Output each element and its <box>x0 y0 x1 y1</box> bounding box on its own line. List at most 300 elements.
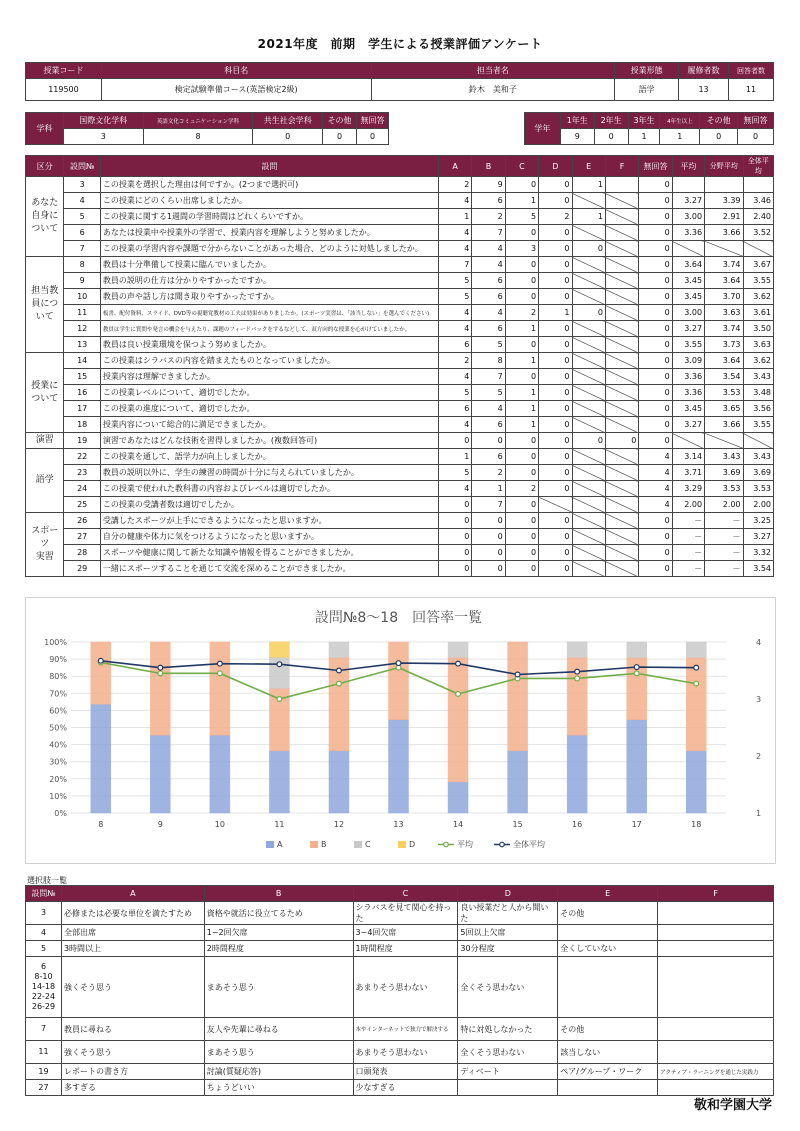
grade-header-na: 無回答 <box>738 113 774 129</box>
question-table <box>25 155 774 577</box>
answer-cell-c: 1 <box>505 193 538 209</box>
question-number: 6 <box>64 225 100 241</box>
course-info-table <box>25 62 774 101</box>
answer-cell-d: 0 <box>539 273 572 289</box>
legend-marker <box>500 842 505 847</box>
answer-cell-avg: 3.45 <box>672 289 704 305</box>
answer-cell-a: 4 <box>438 481 471 497</box>
answer-cell-all <box>743 433 773 449</box>
answer-cell-d: 0 <box>539 401 572 417</box>
answer-cell-c: 0 <box>505 497 538 513</box>
answer-cell-c: 1 <box>505 321 538 337</box>
answer-cell-f <box>605 321 638 337</box>
question-col-header: 平均 <box>672 156 704 177</box>
choice-option-d: ディベート <box>458 1064 558 1080</box>
answer-cell-d: 0 <box>539 321 572 337</box>
answer-cell-b: 4 <box>472 305 505 321</box>
question-col-header: D <box>539 156 572 177</box>
question-row <box>26 257 774 273</box>
question-text: 教員の声や話し方は聞き取りやすかったですか。 <box>100 289 438 305</box>
answer-cell-f <box>605 545 638 561</box>
answer-cell-field: 3.53 <box>705 385 743 401</box>
answer-cell-field: 3.53 <box>705 481 743 497</box>
answer-cell-e <box>572 465 605 481</box>
dept-header-other: その他 <box>323 113 357 129</box>
question-number: 9 <box>64 273 100 289</box>
question-number: 29 <box>64 561 100 577</box>
answer-cell-na: 0 <box>639 417 672 433</box>
bar-segment-B <box>508 642 528 751</box>
choice-option-b: 1~2回欠席 <box>204 925 353 941</box>
question-number: 28 <box>64 545 100 561</box>
answer-cell-e <box>572 449 605 465</box>
question-col-header: 全体平均 <box>743 156 773 177</box>
choice-option-a: レポートの書き方 <box>61 1064 204 1080</box>
answer-cell-all: 2.00 <box>743 497 773 513</box>
question-number: 5 <box>64 209 100 225</box>
choice-row <box>26 1064 774 1080</box>
answer-cell-b: 9 <box>472 177 505 193</box>
answer-cell-field: － <box>705 529 743 545</box>
question-col-header: C <box>505 156 538 177</box>
answer-cell-field: 3.66 <box>705 225 743 241</box>
question-number: 7 <box>64 241 100 257</box>
choice-option-d: 全くそう思わない <box>458 957 558 1018</box>
choice-option-e: その他 <box>558 902 658 925</box>
question-number: 10 <box>64 289 100 305</box>
answer-cell-f <box>605 257 638 273</box>
category-text: 語学 <box>35 475 54 485</box>
question-col-header: 区分 <box>26 156 64 177</box>
bar-segment-D <box>269 642 289 658</box>
answer-cell-d <box>539 497 572 513</box>
choice-option-e <box>558 1080 658 1096</box>
choice-option-d: 5回以上欠席 <box>458 925 558 941</box>
choice-row <box>26 1018 774 1041</box>
answer-cell-field: － <box>705 561 743 577</box>
line-point <box>158 671 163 676</box>
answer-cell-na: 0 <box>639 289 672 305</box>
category-label <box>26 177 64 257</box>
legend-label: C <box>365 840 371 849</box>
answer-cell-c: 1 <box>505 353 538 369</box>
answer-cell-e: 0 <box>572 433 605 449</box>
choice-question-number: 5 <box>26 941 62 957</box>
answer-cell-b: 6 <box>472 289 505 305</box>
question-number: 11 <box>64 305 100 321</box>
answer-cell-c: 0 <box>505 225 538 241</box>
question-row <box>26 385 774 401</box>
answer-cell-field: 2.91 <box>705 209 743 225</box>
question-col-header: F <box>605 156 638 177</box>
answer-cell-all: 3.63 <box>743 337 773 353</box>
answer-cell-avg: 3.36 <box>672 225 704 241</box>
choice-option-a: 多すぎる <box>61 1080 204 1096</box>
question-text: この授業を選択した理由は何ですか。(2つまで選択可) <box>100 177 438 193</box>
bar-segment-B <box>686 658 706 751</box>
answer-cell-a: 4 <box>438 193 471 209</box>
line-point <box>277 697 282 702</box>
dept-header-intl: 国際文化学科 <box>63 113 143 129</box>
answer-cell-na: 4 <box>639 449 672 465</box>
answer-cell-avg: 3.14 <box>672 449 704 465</box>
answer-cell-na: 0 <box>639 401 672 417</box>
answer-cell-f <box>605 497 638 513</box>
answer-cell-b: 6 <box>472 449 505 465</box>
answer-cell-all: 3.50 <box>743 321 773 337</box>
y-tick-label: 90% <box>49 655 67 665</box>
answer-cell-d: 0 <box>539 449 572 465</box>
question-text: 自分の健康や体力に気をつけるようになったと思いますか。 <box>100 529 438 545</box>
bar-segment-A <box>508 751 528 813</box>
answer-cell-a: 4 <box>438 241 471 257</box>
y-tick-label: 20% <box>49 774 67 784</box>
answer-cell-f <box>605 353 638 369</box>
answer-cell-a: 4 <box>438 369 471 385</box>
answer-cell-b: 0 <box>472 433 505 449</box>
answer-cell-na: 0 <box>639 193 672 209</box>
answer-cell-d: 0 <box>539 241 572 257</box>
answer-cell-avg <box>672 177 704 193</box>
y-tick-label: 70% <box>49 689 67 699</box>
answer-cell-field <box>705 241 743 257</box>
choice-option-c: 少なすぎる <box>353 1080 458 1096</box>
enrolled-count: 13 <box>679 79 729 101</box>
answer-cell-d: 0 <box>539 433 572 449</box>
category-label <box>26 257 64 353</box>
question-row <box>26 417 774 433</box>
category-label <box>26 353 64 433</box>
choices-col-header: A <box>61 886 204 902</box>
question-number: 12 <box>64 321 100 337</box>
x-tick-label: 12 <box>333 820 345 829</box>
choice-option-f <box>658 957 774 1018</box>
answer-cell-e <box>572 385 605 401</box>
choice-option-b: 討論(質疑応答) <box>204 1064 353 1080</box>
choice-option-b: まあそう思う <box>204 957 353 1018</box>
choice-question-number: 6 8-10 14-18 22-24 26-29 <box>26 957 62 1018</box>
question-text: この授業にどのくらい出席しましたか。 <box>100 193 438 209</box>
response-rate-chart <box>25 597 776 864</box>
choice-row <box>26 941 774 957</box>
question-row <box>26 177 774 193</box>
answer-cell-e <box>572 369 605 385</box>
answer-cell-e <box>572 497 605 513</box>
answer-cell-na: 0 <box>639 513 672 529</box>
question-number: 18 <box>64 417 100 433</box>
answer-cell-na: 4 <box>639 497 672 513</box>
choice-option-c: 口頭発表 <box>353 1064 458 1080</box>
answer-cell-f <box>605 289 638 305</box>
answer-cell-na: 0 <box>639 385 672 401</box>
answer-cell-a: 5 <box>438 385 471 401</box>
answer-cell-na: 4 <box>639 465 672 481</box>
answer-cell-na: 0 <box>639 273 672 289</box>
choice-option-c: シラバスを見て関心を持った <box>353 902 458 925</box>
line-point <box>217 671 222 676</box>
answer-cell-c: 0 <box>505 529 538 545</box>
answer-cell-b: 2 <box>472 465 505 481</box>
answer-cell-d: 2 <box>539 209 572 225</box>
question-row <box>26 353 774 369</box>
answer-cell-na: 0 <box>639 209 672 225</box>
choice-option-d: 全くそう思わない <box>458 1041 558 1064</box>
answer-cell-all: 3.48 <box>743 385 773 401</box>
choice-option-c: あまりそう思わない <box>353 1041 458 1064</box>
answer-cell-a: 0 <box>438 545 471 561</box>
answer-cell-e <box>572 273 605 289</box>
bar-segment-A <box>150 735 170 813</box>
dept-header-english: 英語文化コミュニケーション学科 <box>143 113 253 129</box>
department-label: 学科 <box>26 113 64 145</box>
choice-option-a: 全部出席 <box>61 925 204 941</box>
answer-cell-c: 1 <box>505 417 538 433</box>
answer-cell-f <box>605 225 638 241</box>
x-tick-label: 11 <box>274 820 285 829</box>
x-tick-label: 10 <box>214 820 225 829</box>
respondent-count: 11 <box>729 79 774 101</box>
x-tick-label: 17 <box>631 820 642 829</box>
answer-cell-avg: 3.64 <box>672 257 704 273</box>
question-text: この授業の進度について、適切でしたか。 <box>100 401 438 417</box>
answer-cell-e <box>572 193 605 209</box>
answer-cell-all: 3.43 <box>743 449 773 465</box>
answer-cell-e <box>572 289 605 305</box>
answer-cell-field: 3.74 <box>705 321 743 337</box>
answer-cell-a: 0 <box>438 529 471 545</box>
respondents-header: 回答者数 <box>729 63 774 79</box>
question-table-header <box>26 156 774 177</box>
answer-cell-all: 3.61 <box>743 305 773 321</box>
answer-cell-d: 0 <box>539 545 572 561</box>
answer-cell-d: 0 <box>539 353 572 369</box>
answer-cell-a: 4 <box>438 225 471 241</box>
answer-cell-b: 4 <box>472 241 505 257</box>
answer-cell-b: 0 <box>472 513 505 529</box>
answer-cell-avg <box>672 433 704 449</box>
category-label <box>26 433 64 449</box>
answer-cell-d: 0 <box>539 561 572 577</box>
y-tick-label: 40% <box>49 740 67 750</box>
question-col-header: 無回答 <box>639 156 672 177</box>
question-row <box>26 337 774 353</box>
answer-cell-all <box>743 177 773 193</box>
answer-cell-e <box>572 353 605 369</box>
line-point <box>337 668 342 673</box>
answer-cell-field: 3.43 <box>705 449 743 465</box>
question-row <box>26 225 774 241</box>
answer-cell-c: 3 <box>505 241 538 257</box>
answer-cell-e <box>572 529 605 545</box>
dept-value-english: 8 <box>143 129 253 145</box>
answer-cell-field: － <box>705 545 743 561</box>
category-text: スポーツ 実習 <box>31 526 59 562</box>
choice-option-b: 友人や先輩に尋ねる <box>204 1018 353 1041</box>
answer-cell-na: 0 <box>639 561 672 577</box>
answer-cell-d: 0 <box>539 465 572 481</box>
category-label <box>26 513 64 577</box>
university-name: 敬和学園大学 <box>693 1098 772 1113</box>
answer-cell-c: 5 <box>505 209 538 225</box>
bar-segment-A <box>627 720 647 813</box>
choice-option-c: 本やインターネットで独力で解決する <box>353 1018 458 1041</box>
subject-name: 検定試験準備コース(英語検定2級) <box>101 79 371 101</box>
answer-cell-e <box>572 337 605 353</box>
answer-cell-a: 1 <box>438 209 471 225</box>
question-number: 16 <box>64 385 100 401</box>
question-number: 25 <box>64 497 100 513</box>
answer-cell-a: 7 <box>438 257 471 273</box>
question-row <box>26 497 774 513</box>
answer-cell-f <box>605 177 638 193</box>
y-tick-label: 60% <box>49 706 67 716</box>
answer-cell-all: 3.56 <box>743 401 773 417</box>
dept-value-social: 0 <box>253 129 323 145</box>
question-text: 教員は良い授業環境を保つよう努めましたか。 <box>100 337 438 353</box>
answer-cell-avg: 3.27 <box>672 193 704 209</box>
answer-cell-all: 3.55 <box>743 417 773 433</box>
bar-segment-A <box>269 751 289 813</box>
category-text: 担当教 員につ いて <box>31 286 59 322</box>
question-text: この授業で使われた教科書の内容およびレベルは適切でしたか。 <box>100 481 438 497</box>
answer-cell-f <box>605 481 638 497</box>
answer-cell-c: 0 <box>505 561 538 577</box>
grade-value-3: 1 <box>628 129 660 145</box>
choice-option-c: 1時間程度 <box>353 941 458 957</box>
x-tick-label: 15 <box>512 820 523 829</box>
chart-title: 設問№8～18 回答率一覧 <box>314 610 483 626</box>
x-tick-label: 18 <box>691 820 702 829</box>
legend-label: 全体平均 <box>513 840 545 849</box>
answer-cell-a: 5 <box>438 273 471 289</box>
legend-label: 平均 <box>457 840 473 849</box>
grade-header-4plus: 4年生以上 <box>660 113 700 129</box>
grade-value-2: 0 <box>594 129 628 145</box>
choice-option-f: アクティブ・ラーニングを通じた実践力 <box>658 1064 774 1080</box>
choice-option-a: 強くそう思う <box>61 957 204 1018</box>
answer-cell-all: 3.55 <box>743 273 773 289</box>
answer-cell-c: 2 <box>505 305 538 321</box>
course-info-header <box>26 63 774 79</box>
bar-segment-A <box>389 720 409 813</box>
answer-cell-b: 2 <box>472 209 505 225</box>
answer-cell-all: 3.52 <box>743 225 773 241</box>
department-table <box>25 112 389 145</box>
answer-cell-f <box>605 273 638 289</box>
answer-cell-e <box>572 417 605 433</box>
course-code: 119500 <box>26 79 102 101</box>
choice-row <box>26 957 774 1018</box>
y-tick-label: 50% <box>49 723 67 733</box>
answer-cell-d: 1 <box>539 305 572 321</box>
grade-header-3: 3年生 <box>628 113 660 129</box>
answer-cell-avg: 2.00 <box>672 497 704 513</box>
choice-option-b: ちょうどいい <box>204 1080 353 1096</box>
answer-cell-na: 0 <box>639 529 672 545</box>
question-number: 23 <box>64 465 100 481</box>
line-point <box>217 661 222 666</box>
answer-cell-field: 3.63 <box>705 305 743 321</box>
question-number: 13 <box>64 337 100 353</box>
answer-cell-field <box>705 177 743 193</box>
x-tick-label: 8 <box>98 820 104 829</box>
question-text: スポーツや健康に関して新たな知識や情報を得ることができましたか。 <box>100 545 438 561</box>
answer-cell-b: 6 <box>472 321 505 337</box>
choice-option-d: 30分程度 <box>458 941 558 957</box>
choice-question-number: 27 <box>26 1080 62 1096</box>
course-code-header: 授業コード <box>26 63 102 79</box>
question-row <box>26 513 774 529</box>
line-point <box>694 681 699 686</box>
answer-cell-avg: 3.45 <box>672 401 704 417</box>
line-point <box>277 662 282 667</box>
answer-cell-na: 0 <box>639 369 672 385</box>
question-row <box>26 305 774 321</box>
line-point <box>456 691 461 696</box>
grade-value-other: 0 <box>700 129 738 145</box>
answer-cell-na: 0 <box>639 321 672 337</box>
answer-cell-e <box>572 401 605 417</box>
question-number: 3 <box>64 177 100 193</box>
answer-cell-f <box>605 369 638 385</box>
choice-option-a: 必修または必要な単位を満たすため <box>61 902 204 925</box>
choices-col-header: E <box>558 886 658 902</box>
answer-cell-e: 0 <box>572 241 605 257</box>
answer-cell-e: 1 <box>572 177 605 193</box>
answer-cell-avg: 3.36 <box>672 385 704 401</box>
choices-col-header: F <box>658 886 774 902</box>
question-text: 教員は十分準備して授業に臨んでいましたか。 <box>100 257 438 273</box>
question-row <box>26 241 774 257</box>
y-tick-label: 100% <box>44 638 67 647</box>
y-tick-label: 30% <box>49 757 67 767</box>
choice-option-e <box>558 957 658 1018</box>
answer-cell-f <box>605 193 638 209</box>
course-info-values <box>26 79 774 101</box>
answer-cell-all: 3.62 <box>743 289 773 305</box>
answer-cell-c: 0 <box>505 513 538 529</box>
x-tick-label: 16 <box>572 820 583 829</box>
question-number: 8 <box>64 257 100 273</box>
line-point <box>337 681 342 686</box>
y-tick-label: 0% <box>54 809 67 818</box>
answer-cell-e <box>572 513 605 529</box>
choice-option-f <box>658 925 774 941</box>
answer-cell-e <box>572 481 605 497</box>
answer-cell-c: 1 <box>505 401 538 417</box>
answer-cell-c: 0 <box>505 273 538 289</box>
bar-segment-B <box>448 658 468 782</box>
choices-col-header: D <box>458 886 558 902</box>
answer-cell-avg <box>672 241 704 257</box>
answer-cell-field: 2.00 <box>705 497 743 513</box>
legend-marker <box>444 842 449 847</box>
line-point <box>634 671 639 676</box>
answer-cell-all: 3.62 <box>743 353 773 369</box>
legend-swatch <box>310 841 318 848</box>
answer-cell-avg: 3.45 <box>672 273 704 289</box>
question-col-header: 設問№ <box>64 156 100 177</box>
answer-cell-b: 1 <box>472 481 505 497</box>
answer-cell-f <box>605 241 638 257</box>
grade-header-1: 1年生 <box>560 113 594 129</box>
question-row <box>26 561 774 577</box>
question-row <box>26 193 774 209</box>
answer-cell-b: 0 <box>472 545 505 561</box>
bar-segment-C <box>448 642 468 658</box>
answer-cell-f <box>605 305 638 321</box>
answer-cell-avg: － <box>672 545 704 561</box>
